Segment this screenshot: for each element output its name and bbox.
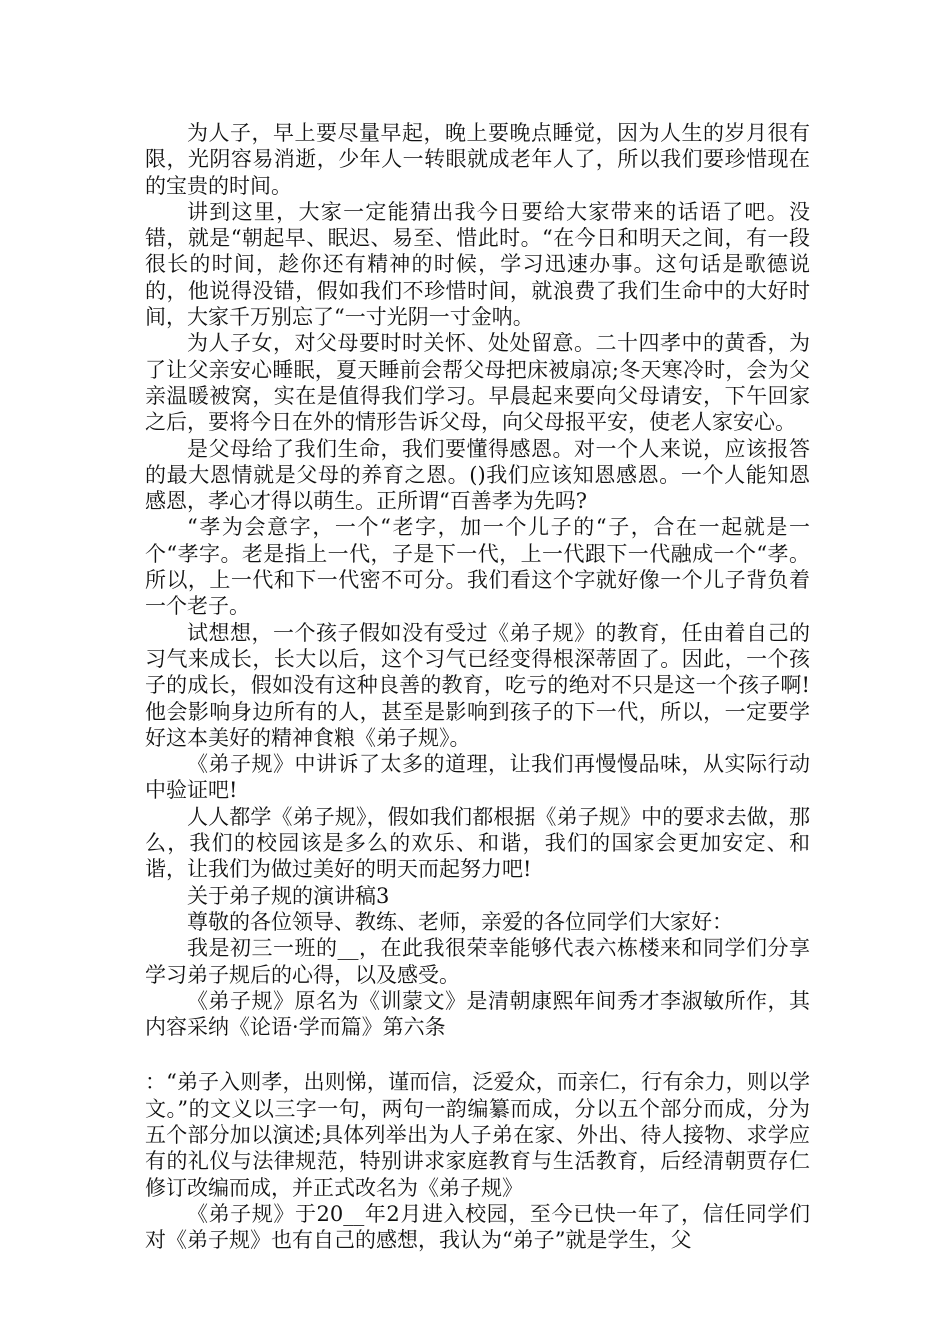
paragraph-8: 人人都学《弟子规》，假如我们都根据《弟子规》中的要求去做，那么，我们的校园该是多么的欢乐、和谐，我们的国家会更加安定、和谐，让我们为做过美好的明天而起努力吧! xyxy=(145,804,810,882)
paragraph-12: 《弟子规》于20__年2月进入校园，至今已快一年了，信任同学们对《弟子规》也有自己的感想，我认为“弟子”就是学生，父 xyxy=(145,1201,810,1253)
paragraph-3: 为人子女，对父母要时时关怀、处处留意。二十四孝中的黄香，为了让父亲安心睡眠，夏天睡前会帮父母把床被扇凉;冬天寒冷时，会为父亲温暖被窝，实在是值得我们学习。早晨起来要向父母请安，下午回家之后，要将今日在外的情形告诉父母，向父母报平安，使老人家安心。 xyxy=(145,331,810,435)
paragraph-1: 为人子，早上要尽量早起，晚上要晚点睡觉，因为人生的岁月很有限，光阴容易消逝，少年人一转眼就成老年人了，所以我们要珍惜现在的宝贵的时间。 xyxy=(145,121,810,198)
section-heading: 关于弟子规的演讲稿3 xyxy=(187,883,390,908)
blank-line xyxy=(145,1040,810,1069)
paragraph-7: 《弟子规》中讲诉了太多的道理，让我们再慢慢品味，从实际行动中验证吧! xyxy=(145,752,810,803)
document-body xyxy=(145,120,810,1253)
paragraph-2: 讲到这里，大家一定能猜出我今日要给大家带来的话语了吧。没错，就是“朝起早、眠迟、易至、惜此时。“在今日和明天之间，有一段很长的时间，趁你还有精神的时候，学习迅速办事。这句话是歌德说的，他说得没错，假如我们不珍惜时间，就浪费了我们生命中的大好时间，大家千万别忘了“一寸光阴一寸金呐。 xyxy=(145,199,810,330)
paragraph-4: 是父母给了我们生命，我们要懂得感恩。对一个人来说，应该报答的最大恩情就是父母的养育之恩。()我们应该知恩感恩。一个人能知恩感恩，孝心才得以萌生。正所谓“百善孝为先吗? xyxy=(145,436,810,514)
paragraph-6: 试想想，一个孩子假如没有受过《弟子规》的教育，任由着自己的习气来成长，长大以后，这个习气已经变得根深蒂固了。因此，一个孩子的成长，假如没有这种良善的教育，吃亏的绝对不只是这一个孩子啊!他会影响身边所有的人，甚至是影响到孩子的下一代，所以，一定要学好这本美好的精神食粮《弟子规》。 xyxy=(145,620,810,750)
paragraph-10: 《弟子规》原名为《训蒙文》是清朝康熙年间秀才李淑敏所作，其内容采纳《论语·学而篇》第六条 xyxy=(145,988,810,1040)
paragraph-5: “孝为会意字，一个“老字，加一个儿子的“子，合在一起就是一个“孝字。老是指上一代，子是下一代，上一代跟下一代融成一个“孝。所以，上一代和下一代密不可分。我们看这个字就好像一个儿子背负着一个老子。 xyxy=(145,515,810,619)
salutation: 尊敬的各位领导、教练、老师，亲爱的各位同学们大家好： xyxy=(187,909,733,934)
paragraph-11: ：“弟子入则孝，出则悌，谨而信，泛爱众，而亲仁，行有余力，则以学文。”的文义以三字一句，两句一韵编纂而成，分以五个部分而成，分为五个部分加以演述;具体列举出为人子弟在家、外出、待人接物、求学应有的礼仪与法律规范，特别讲求家庭教育与生活教育，后经清朝贾存仁修订改编而成，并正式改名为《弟子规》 xyxy=(145,1070,810,1200)
paragraph-9: 我是初三一班的__，在此我很荣幸能够代表六栋楼来和同学们分享学习弟子规后的心得，以及感受。 xyxy=(145,936,810,987)
